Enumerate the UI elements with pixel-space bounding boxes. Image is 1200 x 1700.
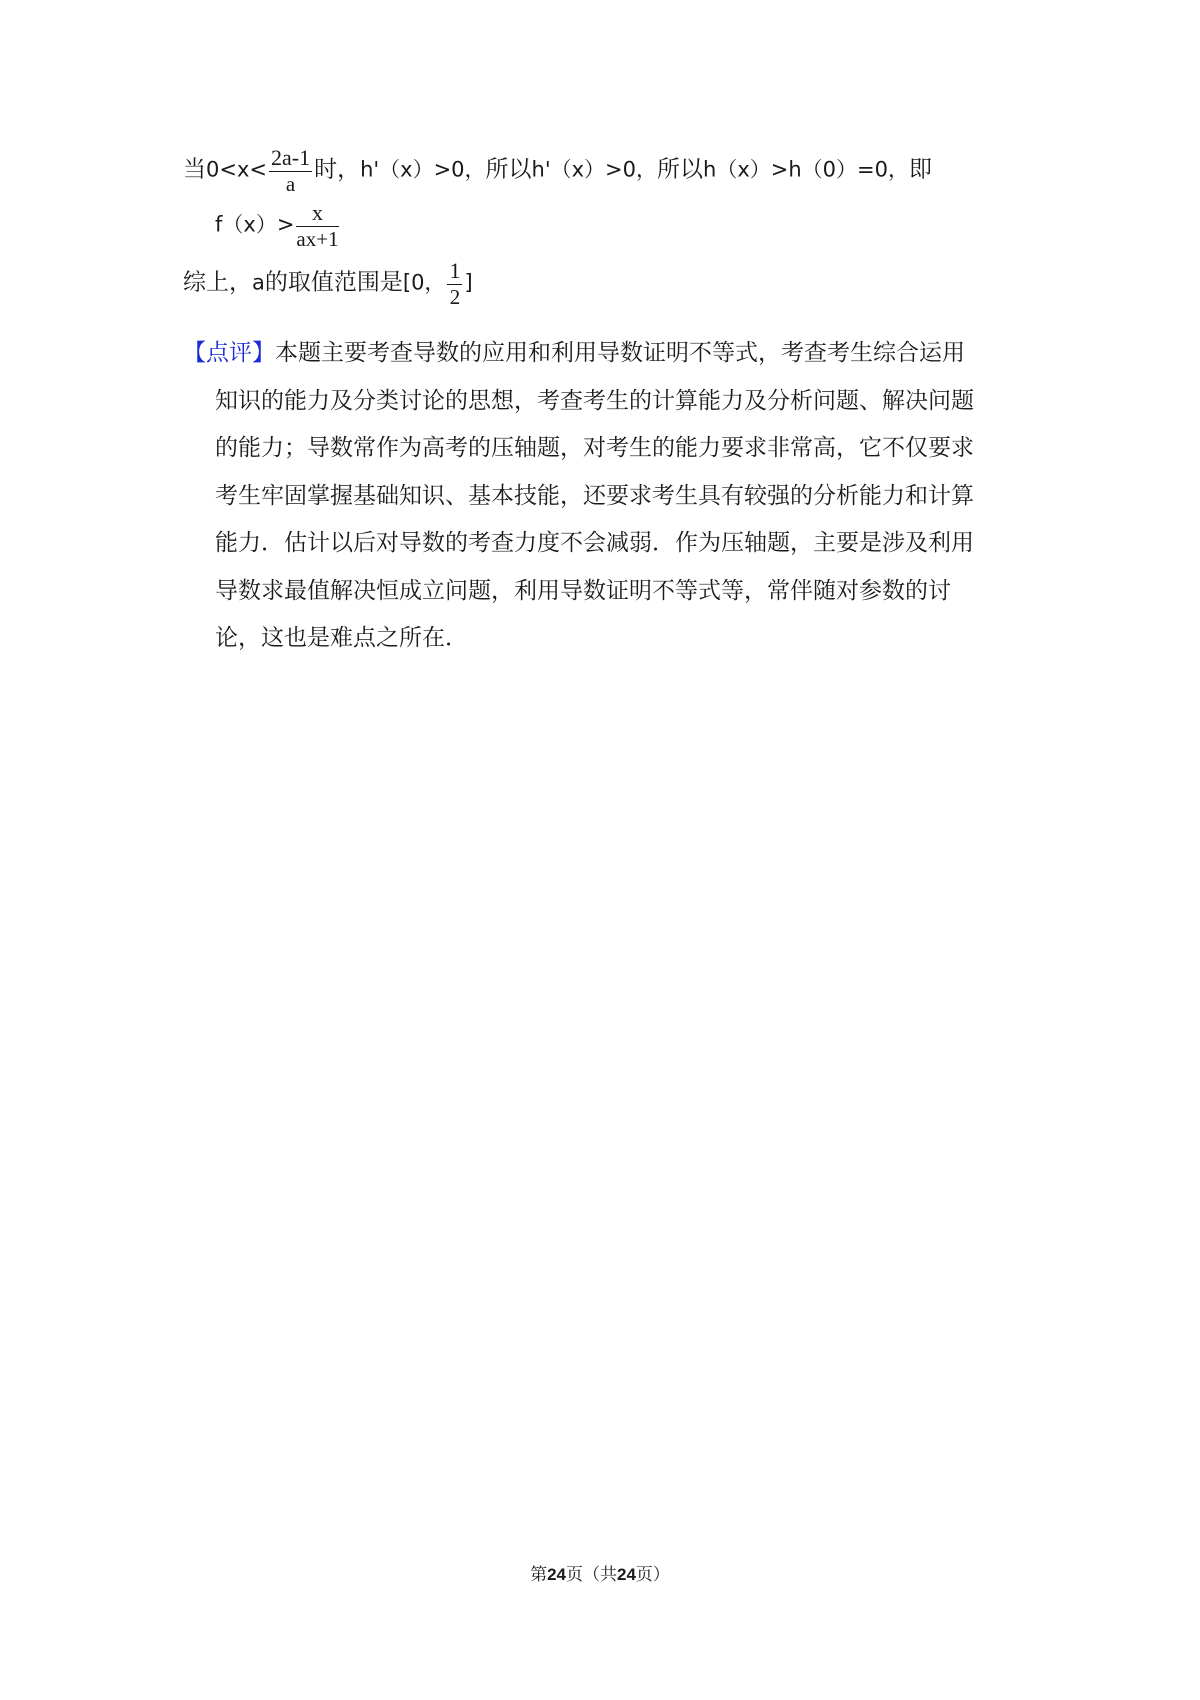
fraction-one-half — [447, 258, 462, 309]
text-shi: 时， — [314, 156, 361, 183]
commentary-text-1: 本题主要考查导数的应用和利用导数证明不等式，考查考生综合运用 — [275, 340, 965, 366]
commentary-line-7: 论，这也是难点之所在． — [215, 625, 468, 651]
fraction-denominator: ax+1 — [296, 227, 339, 251]
f-greater-than: f（x）> — [215, 212, 295, 237]
text-suoyi-1: 所以 — [485, 156, 532, 183]
page-footer — [0, 1560, 1200, 1585]
conclusion-inequality-line — [215, 200, 341, 251]
commentary-line-6: 导数求最值解决恒成立问题，利用导数证明不等式等，常伴随对参数的讨 — [215, 577, 951, 604]
total-pages: 24 — [617, 1565, 636, 1584]
fraction-denominator: a — [285, 172, 296, 196]
fraction-2a-1-over-a — [269, 145, 312, 196]
derivative-positive-2: h'（x）>0， — [531, 157, 658, 182]
fraction-numerator: 1 — [449, 258, 461, 283]
h-greater-than-h0: h（x）>h（0）=0， — [703, 157, 909, 182]
footer-middle: 页（共 — [566, 1565, 617, 1585]
inequality-start: 0<x< — [206, 157, 267, 182]
footer-prefix: 第 — [530, 1565, 548, 1585]
footer-suffix: 页） — [635, 1565, 670, 1585]
derivative-positive-1: h'（x）>0， — [360, 157, 486, 182]
commentary-paragraph — [183, 330, 1025, 663]
fraction-denominator: 2 — [449, 285, 461, 309]
range-summary-line — [183, 258, 473, 309]
fraction-numerator: x — [296, 200, 338, 227]
commentary-line-3: 的能力；导数常作为高考的压轴题，对考生的能力要求非常高，它不仅要求 — [215, 435, 974, 461]
interval-open: [0， — [402, 270, 446, 295]
text-dang: 当 — [183, 156, 206, 183]
commentary-tag: 【点评】 — [183, 340, 275, 366]
text-zongshang: 综上， — [183, 269, 252, 296]
commentary-line-5: 能力．估计以后对导数的考查力度不会减弱．作为压轴题，主要是涉及利用 — [215, 530, 974, 556]
commentary-line-2: 知识的能力及分类讨论的思想，考查考生的计算能力及分析问题、解决问题 — [215, 387, 974, 414]
commentary-line-1 — [183, 330, 1025, 378]
commentary-line-4: 考生牢固掌握基础知识、基本技能，还要求考生具有较强的分析能力和计算 — [215, 482, 974, 509]
text-range: 的取值范围是 — [264, 269, 403, 296]
fraction-x-over-ax-plus-1 — [296, 200, 338, 251]
text-suoyi-2: 所以 — [657, 156, 704, 183]
fraction-numerator: 2a-1 — [270, 145, 311, 170]
condition-line — [183, 145, 932, 196]
page-number: 24 — [547, 1565, 566, 1584]
interval-close: ] — [464, 270, 473, 295]
text-ji: 即 — [908, 156, 932, 183]
variable-a: a — [252, 270, 265, 295]
